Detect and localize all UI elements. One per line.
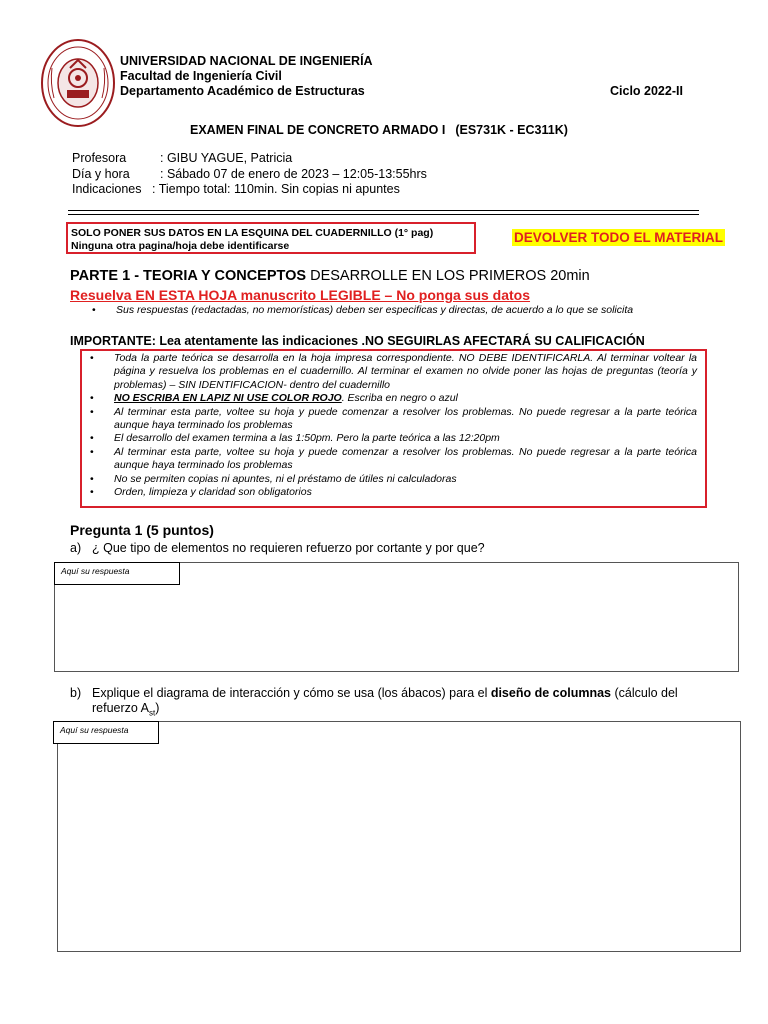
- question-1b: [70, 686, 710, 721]
- part1-instruction: Resuelva EN ESTA HOJA manuscrito LEGIBLE – No ponga sus datos: [70, 287, 531, 303]
- question-1b-line1: [70, 686, 710, 701]
- return-material-notice: DEVOLVER TODO EL MATERIAL: [514, 230, 724, 245]
- part1-subtitle: DESARROLLE EN LOS PRIMEROS 20min: [306, 268, 590, 284]
- notice-box: [66, 222, 476, 254]
- question-1-title: Pregunta 1 (5 puntos): [70, 522, 214, 538]
- question-text: (cálculo del: [611, 686, 678, 700]
- notice-line-1: SOLO PONER SUS DATOS EN LA ESQUINA DEL CUADERNILLO (1° pag): [71, 227, 434, 239]
- answer-tag: Aquí su respuesta: [53, 721, 159, 744]
- pencil-warning: NO ESCRIBA EN LAPIZ NI USE COLOR ROJO: [114, 392, 342, 405]
- meta-value: : Tiempo total: 110min. Sin copias ni apuntes: [152, 182, 400, 196]
- part1-bullet: [92, 304, 633, 316]
- part1-bullet-text: Sus respuestas (redactadas, no memorísticas) deben ser especificas y directas, de acuerdo a lo que se solicita: [116, 304, 634, 316]
- meta-row-date: [72, 167, 427, 183]
- list-item: [90, 473, 697, 486]
- meta-value: : Sábado 07 de enero de 2023 – 12:05-13:55hrs: [160, 166, 427, 181]
- divider: [68, 214, 699, 215]
- list-item-text: [114, 392, 697, 405]
- important-box: [80, 349, 707, 508]
- list-item: [90, 486, 697, 499]
- meta-label: Día y hora: [72, 166, 130, 181]
- meta-value: : GIBU YAGUE, Patricia: [160, 151, 293, 165]
- question-text: refuerzo A: [92, 701, 149, 715]
- list-item-text: No se permiten copias ni apuntes, ni el préstamo de útiles ni calculadoras: [114, 472, 457, 485]
- exam-meta: [72, 151, 427, 198]
- bullet-icon: •: [90, 486, 94, 499]
- exam-title: [190, 123, 568, 137]
- list-item: [90, 352, 697, 392]
- list-item-text: Al terminar esta parte, voltee su hoja y puede comenzar a resolver los problemas. No puede regresar a la parte teórica aunque haya terminado los problemas: [114, 445, 697, 472]
- question-letter: a): [70, 541, 82, 555]
- question-letter: b): [70, 686, 82, 700]
- question-bold-text: diseño de columnas: [490, 686, 611, 700]
- bullet-icon: •: [90, 352, 94, 364]
- exam-title-text: EXAMEN FINAL DE CONCRETO ARMADO I: [190, 123, 446, 137]
- notice-line-2: Ninguna otra pagina/hoja debe identificarse: [71, 240, 290, 252]
- meta-row-instructions: [72, 182, 427, 198]
- bullet-icon: •: [90, 472, 94, 485]
- list-item-text: El desarrollo del examen termina a las 1:50pm. Pero la parte teórica a las 12:20pm: [114, 432, 500, 445]
- question-1b-line2: [70, 701, 710, 721]
- faculty-name: Facultad de Ingeniería Civil: [120, 69, 282, 83]
- list-item: [90, 432, 697, 445]
- meta-row-teacher: [72, 151, 427, 167]
- divider: [68, 210, 699, 211]
- meta-label: Indicaciones: [72, 182, 142, 196]
- subscript: st: [148, 708, 156, 718]
- university-name: UNIVERSIDAD NACIONAL DE INGENIERÍA: [120, 54, 373, 68]
- bullet-icon: •: [90, 392, 94, 405]
- part1-title: PARTE 1 - TEORIA Y CONCEPTOS: [70, 268, 307, 284]
- list-item: [90, 446, 697, 473]
- bullet-icon: •: [92, 304, 96, 316]
- bullet-icon: •: [90, 405, 94, 418]
- list-item-text: Al terminar esta parte, voltee su hoja y puede comenzar a resolver los problemas. No puede regresar a la parte teórica aunque haya terminado los problemas: [114, 405, 697, 432]
- department-name: Departamento Académico de Estructuras: [120, 84, 365, 98]
- bullet-icon: •: [90, 432, 94, 445]
- exam-course-code: (ES731K - EC311K): [455, 123, 568, 137]
- meta-label: Profesora: [72, 151, 127, 165]
- header-block: [120, 54, 373, 99]
- question-1a: [70, 541, 485, 555]
- list-item: [90, 392, 697, 405]
- answer-tag: Aquí su respuesta: [54, 562, 180, 585]
- cycle-label: Ciclo 2022-II: [610, 84, 683, 98]
- important-heading: IMPORTANTE: Lea atentamente las indicaciones .NO SEGUIRLAS AFECTARÁ SU CALIFICACIÓN: [70, 334, 645, 348]
- list-item-text: Toda la parte teórica se desarrolla en la hoja impresa correspondiente. NO DEBE IDENTIFICARLA. Al terminar voltear la página y resuelva los problemas en el cuadernillo. Al terminar el examen no olvide poner las hojas de preguntas (teoría y problemas) – SIN IDENTIFICACION- dentro del cuadernillo: [114, 352, 697, 391]
- question-text: Explique el diagrama de interacción y cómo se usa (los ábacos) para el: [92, 686, 491, 700]
- question-text: ¿ Que tipo de elementos no requieren refuerzo por cortante y por que?: [92, 541, 485, 555]
- question-text: ): [155, 701, 160, 715]
- list-item-text: Orden, limpieza y claridad son obligatorios: [114, 486, 312, 499]
- answer-box-b[interactable]: [57, 721, 741, 952]
- bullet-icon: •: [90, 445, 94, 458]
- university-seal-logo: [40, 38, 116, 128]
- part1-heading: [70, 268, 590, 284]
- list-item: [90, 406, 697, 433]
- pencil-warning-rest: . Escriba en negro o azul: [341, 392, 458, 405]
